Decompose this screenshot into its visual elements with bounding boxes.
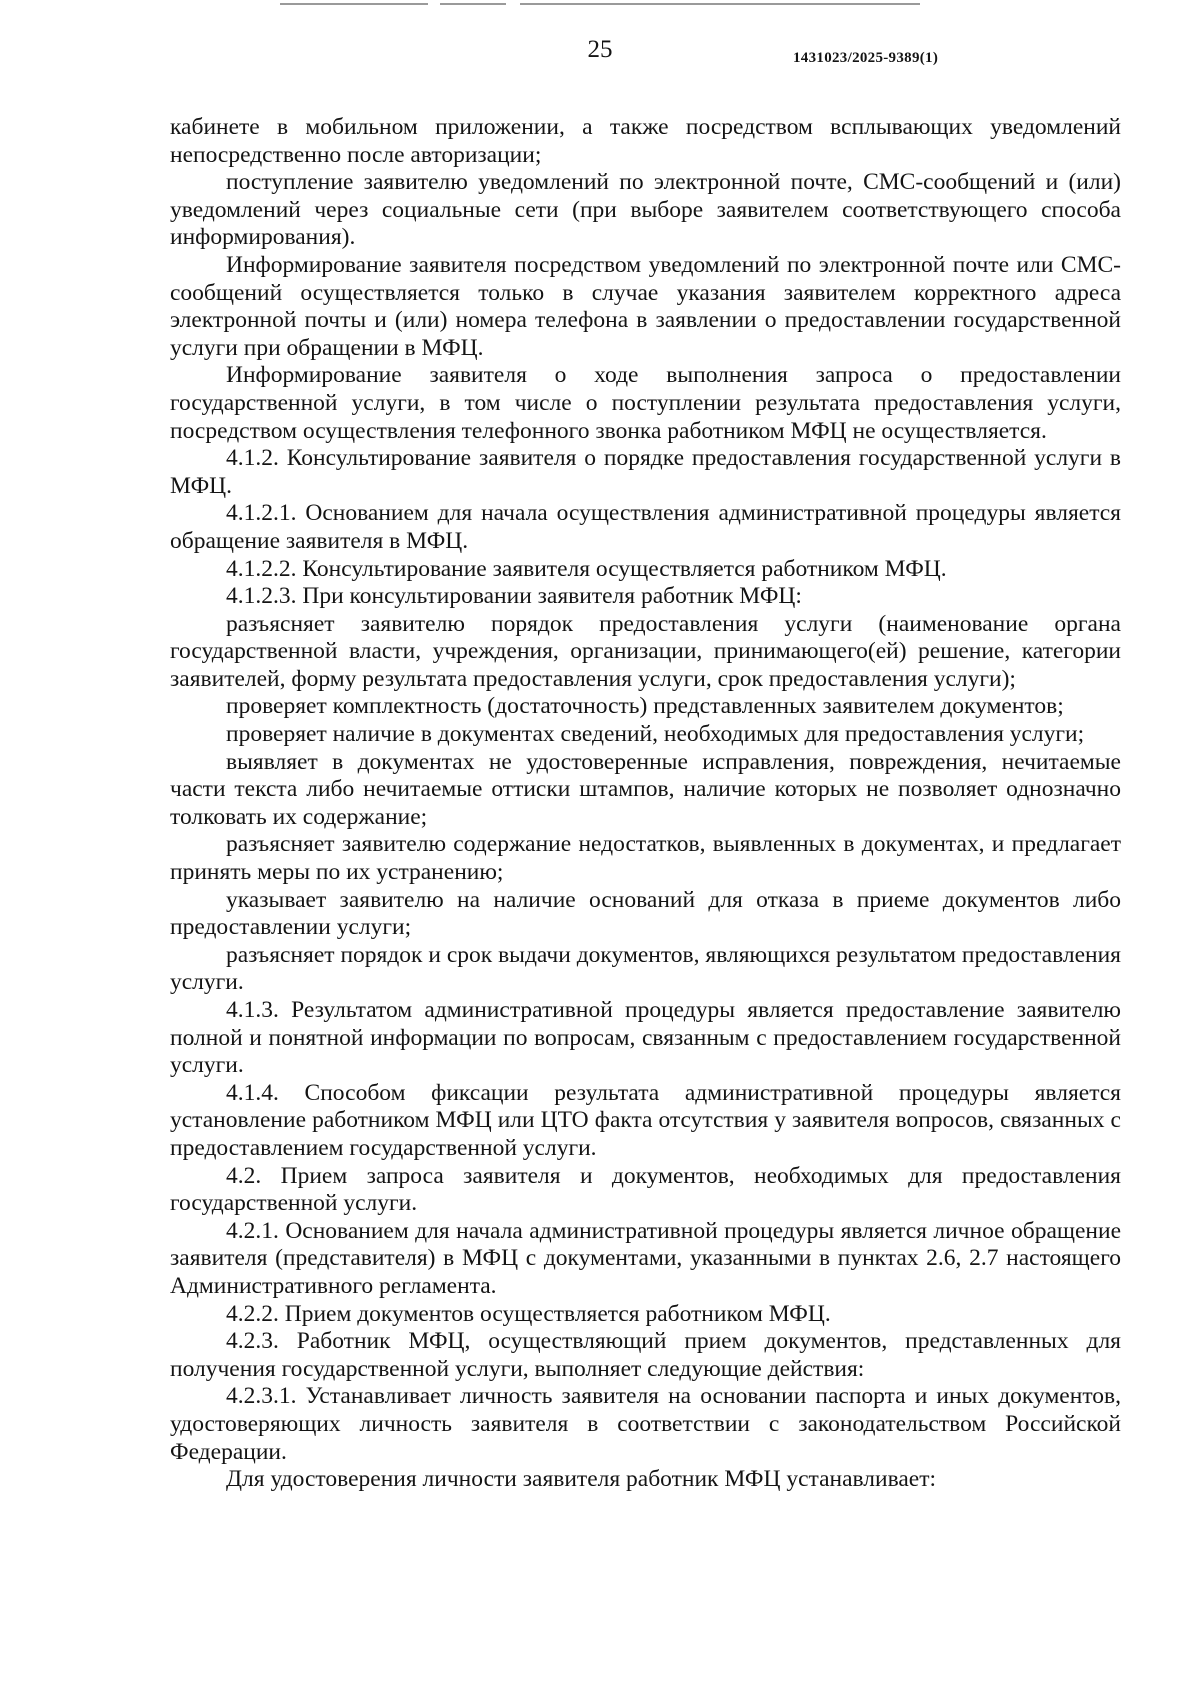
paragraph: 4.2.2. Прием документов осуществляется работником МФЦ.	[226, 1300, 831, 1327]
paragraph: 4.1.2.1. Основанием для начала осуществления административной процедуры является обращение заявителя в МФЦ.	[170, 500, 1121, 554]
paragraph: проверяет комплектность (достаточность) представленных заявителем документов;	[226, 693, 1064, 720]
paragraph: выявляет в документах не удостоверенные исправления, повреждения, нечитаемые части текста либо нечитаемые оттиски штампов, наличие которых не позволяет однозначно толковать их содержание;	[170, 748, 1121, 830]
scan-top-line	[440, 3, 506, 5]
paragraph: 4.1.4. Способом фиксации результата административной процедуры является установление работником МФЦ или ЦТО факта отсутствия у заявителя вопросов, связанных с предоставлением государственной услуги.	[170, 1079, 1121, 1161]
paragraph: 4.2. Прием запроса заявителя и документов, необходимых для предоставления государственной услуги.	[170, 1162, 1121, 1217]
paragraph: кабинете в мобильном приложении, а также посредством всплывающих уведомлений непосредственно после авторизации;	[170, 114, 1121, 168]
paragraph: Информирование заявителя о ходе выполнения запроса о предоставлении государственной услуги, в том числе о поступлении результата предоставления услуги, посредством осуществления телефонного звонка работником МФЦ не осуществляется.	[170, 362, 1121, 444]
paragraph: 4.1.3. Результатом административной процедуры является предоставление заявителю полной и понятной информации по вопросам, связанным с предоставлением государственной услуги.	[170, 997, 1121, 1079]
paragraph: поступление заявителю уведомлений по электронной почте, СМС-сообщений и (или) уведомлений через социальные сети (при выборе заявителем соответствующего способа информирования).	[170, 169, 1121, 251]
paragraph: Для удостоверения личности заявителя работник МФЦ устанавливает:	[226, 1466, 937, 1493]
document-body	[170, 114, 1121, 1494]
paragraph: 4.1.2.3. При консультировании заявителя работник МФЦ:	[226, 583, 802, 610]
paragraph: Информирование заявителя посредством уведомлений по электронной почте или СМС-сообщений осуществляется только в случае указания заявителем корректного адреса электронной почты и (или) номера телефона в заявлении о предоставлении государственной услуги при обращении в МФЦ.	[170, 251, 1121, 361]
paragraph: 4.1.2.2. Консультирование заявителя осуществляется работником МФЦ.	[226, 555, 947, 582]
document-code: 1431023/2025-9389(1)	[793, 50, 939, 66]
paragraph: 4.2.1. Основанием для начала административной процедуры является личное обращение заявителя (представителя) в МФЦ с документами, указанными в пунктах 2.6, 2.7 настоящего Административного регламента.	[170, 1217, 1121, 1299]
paragraph: 4.2.3. Работник МФЦ, осуществляющий прием документов, представленных для получения государственной услуги, выполняет следующие действия:	[170, 1328, 1121, 1382]
scan-top-line	[280, 3, 428, 5]
paragraph: 4.1.2. Консультирование заявителя о порядке предоставления государственной услуги в МФЦ.	[170, 445, 1121, 499]
paragraph: проверяет наличие в документах сведений, необходимых для предоставления услуги;	[226, 721, 1085, 748]
paragraph: разъясняет заявителю порядок предоставления услуги (наименование органа государственной власти, учреждения, организации, принимающего(ей) решение, категории заявителей, форму результата предоставления услуги, срок предоставления услуги);	[170, 610, 1121, 692]
paragraph: указывает заявителю на наличие оснований для отказа в приеме документов либо предоставлении услуги;	[170, 886, 1121, 941]
paragraph: разъясняет порядок и срок выдачи документов, являющихся результатом предоставления услуги.	[170, 941, 1121, 996]
scan-top-line	[520, 3, 920, 5]
paragraph: разъясняет заявителю содержание недостатков, выявленных в документах, и предлагает принять меры по их устранению;	[170, 831, 1121, 886]
page-number: 25	[587, 36, 613, 63]
paragraph: 4.2.3.1. Устанавливает личность заявителя на основании паспорта и иных документов, удостоверяющих личность заявителя в соответствии с законодательством Российской Федерации.	[170, 1383, 1121, 1465]
